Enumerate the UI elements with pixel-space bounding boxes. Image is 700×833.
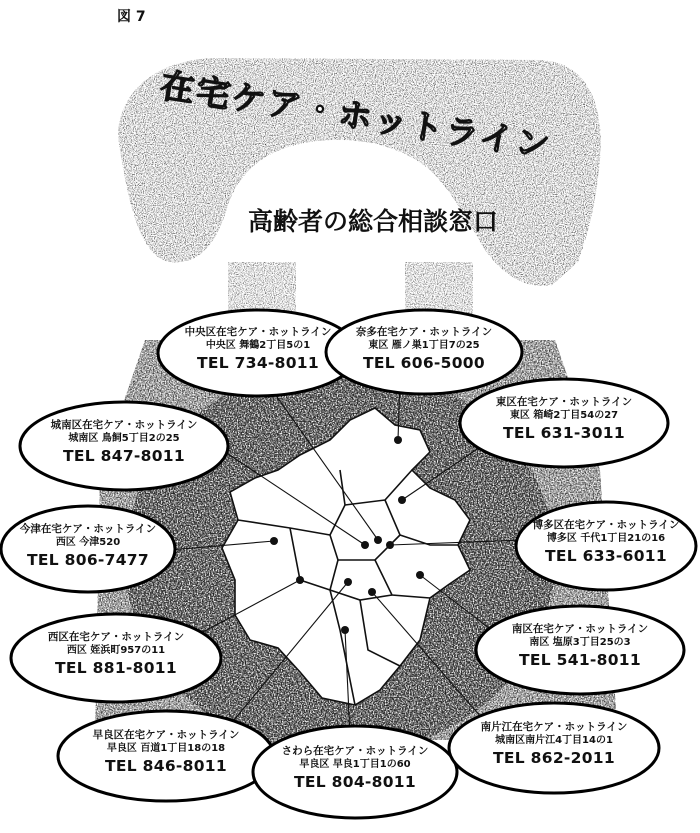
hotline-name: 中央区在宅ケア・ホットライン: [184, 326, 332, 338]
hotline-tel: TEL 806-7477: [27, 550, 149, 569]
hotline-address: 早良区 早良1丁目1の60: [299, 759, 411, 771]
hotline-tel: TEL 881-8011: [55, 658, 177, 677]
hotline-tel: TEL 847-8011: [63, 446, 185, 465]
hotline-tel: TEL 734-8011: [197, 353, 319, 372]
page-title: 高齢者の総合相談窓口: [247, 207, 498, 236]
hotline-name: 博多区在宅ケア・ホットライン: [532, 519, 680, 531]
hotline-address: 西区 今津520: [55, 537, 121, 549]
hotline-name: 南片江在宅ケア・ホットライン: [480, 721, 628, 733]
hotline-address: 東区 雁ノ巣1丁目7の25: [368, 340, 480, 352]
hotline-address: 城南区 鳥飼5丁目2の25: [68, 433, 180, 445]
hotline-tel: TEL 862-2011: [493, 748, 615, 767]
hotline-tel: TEL 631-3011: [503, 423, 625, 442]
hotline-address: 博多区 千代1丁目21の16: [546, 533, 666, 545]
hotline-name: 東区在宅ケア・ホットライン: [495, 396, 633, 408]
hotline-name: 早良区在宅ケア・ホットライン: [92, 729, 240, 741]
hotline-nishi: [14, 630, 218, 679]
hotline-sawara: [60, 728, 272, 777]
hotline-sawara2: [255, 744, 455, 793]
hotline-higashi: [460, 395, 668, 444]
hotline-minami: [478, 622, 682, 671]
hotline-name: 南区在宅ケア・ホットライン: [511, 623, 649, 635]
hotline-johnan: [20, 418, 228, 467]
hotline-name: 奈多在宅ケア・ホットライン: [355, 326, 493, 338]
hotline-tel: TEL 606-5000: [363, 353, 485, 372]
hotline-name: さわら在宅ケア・ホットライン: [281, 745, 429, 757]
hotline-address: 西区 姪浜町957の11: [66, 645, 166, 657]
hotline-tel: TEL 633-6011: [545, 546, 667, 565]
hotline-name: 西区在宅ケア・ホットライン: [47, 631, 185, 643]
hotline-tel: TEL 804-8011: [294, 772, 416, 791]
hotline-imazu: [4, 522, 172, 571]
hotline-name: 今津在宅ケア・ホットライン: [19, 523, 157, 535]
hotline-tel: TEL 541-8011: [519, 650, 641, 669]
hotline-address: 早良区 百道1丁目18の18: [106, 743, 226, 755]
hotline-address: 城南区南片江4丁目14の1: [495, 735, 613, 747]
hotline-address: 中央区 舞鶴2丁目5の1: [205, 340, 311, 352]
hotline-tel: TEL 846-8011: [105, 756, 227, 775]
hotline-minamikatae: [450, 720, 658, 769]
hotline-hakata: [516, 518, 696, 567]
hotline-naka: [326, 325, 522, 374]
banner-text: 在宅ケア・ホットライン: [157, 65, 554, 168]
hotline-address: 南区 塩原3丁目25の3: [529, 637, 631, 649]
hotline-address: 東区 箱崎2丁目54の27: [509, 410, 619, 422]
hotline-name: 城南区在宅ケア・ホットライン: [50, 419, 198, 431]
figure-label: 図 7: [117, 9, 146, 25]
